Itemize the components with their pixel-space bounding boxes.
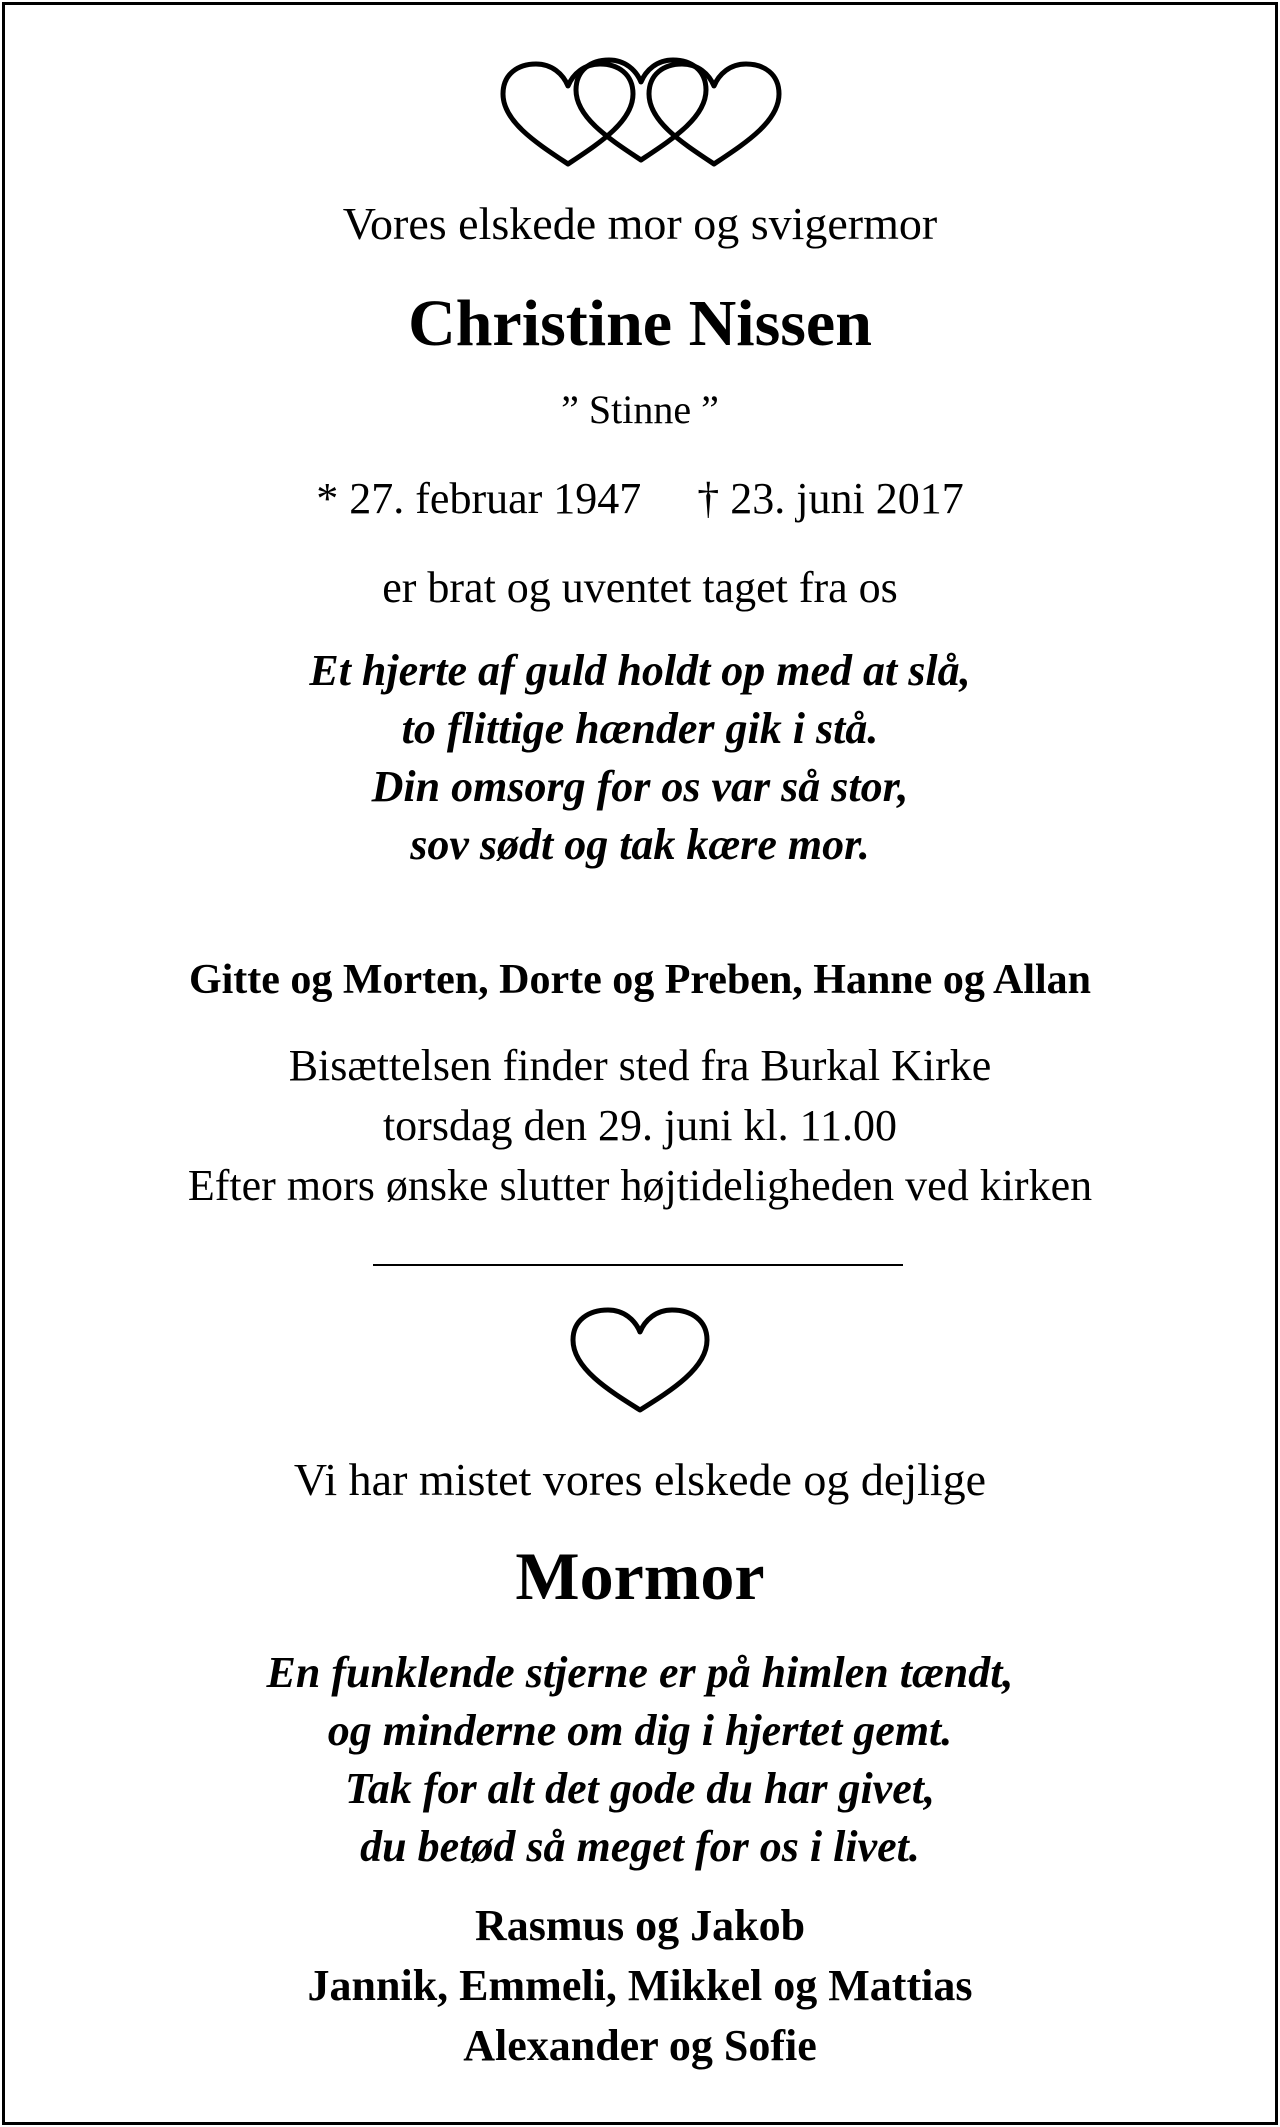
heart-icon bbox=[568, 1306, 712, 1416]
verse-2-line: du betød så meget for os i livet. bbox=[360, 1822, 920, 1871]
service-line: Efter mors ønske slutter højtideligheden ved kirken bbox=[187, 1161, 1093, 1210]
service-line: torsdag den 29. juni kl. 11.00 bbox=[382, 1101, 898, 1150]
grandchildren-line: Jannik, Emmeli, Mikkel og Mattias bbox=[307, 1961, 973, 2010]
verse-2-line: En funklende stjerne er på himlen tændt, bbox=[266, 1648, 1014, 1697]
passing-statement: er brat og uventet taget fra os bbox=[382, 563, 898, 612]
verse-2 bbox=[0, 1644, 1280, 1876]
verse-1-line: sov sødt og tak kære mor. bbox=[410, 820, 870, 869]
grandchildren-line: Rasmus og Jakob bbox=[474, 1901, 806, 1950]
verse-2-line: og minderne om dig i hjertet gemt. bbox=[327, 1706, 953, 1755]
verse-1 bbox=[0, 642, 1280, 874]
grandchildren-names bbox=[0, 1896, 1280, 2076]
deceased-name: Christine Nissen bbox=[408, 287, 872, 360]
verse-1-line: Din omsorg for os var så stor, bbox=[371, 762, 909, 811]
verse-2-line: Tak for alt det gode du har givet, bbox=[345, 1764, 935, 1813]
mormor-title: Mormor bbox=[515, 1538, 765, 1614]
three-hearts-icon bbox=[498, 56, 784, 172]
service-line: Bisættelsen finder sted fra Burkal Kirke bbox=[288, 1041, 992, 1090]
verse-1-line: to flittige hænder gik i stå. bbox=[401, 704, 879, 753]
intro-text: Vores elskede mor og svigermor bbox=[342, 198, 938, 249]
nickname: ” Stinne ” bbox=[561, 387, 719, 432]
section-divider bbox=[373, 1264, 903, 1266]
verse-1-line: Et hjerte af guld holdt op med at slå, bbox=[309, 646, 971, 695]
birth-date: * 27. februar 1947 bbox=[316, 474, 642, 523]
life-dates bbox=[0, 472, 1280, 526]
death-date: † 23. juni 2017 bbox=[697, 474, 964, 523]
service-details bbox=[0, 1036, 1280, 1216]
grandchildren-line: Alexander og Sofie bbox=[463, 2021, 817, 2070]
intro-text-2: Vi har mistet vores elskede og dejlige bbox=[293, 1454, 987, 1505]
family-names: Gitte og Morten, Dorte og Preben, Hanne og Allan bbox=[188, 957, 1092, 1003]
